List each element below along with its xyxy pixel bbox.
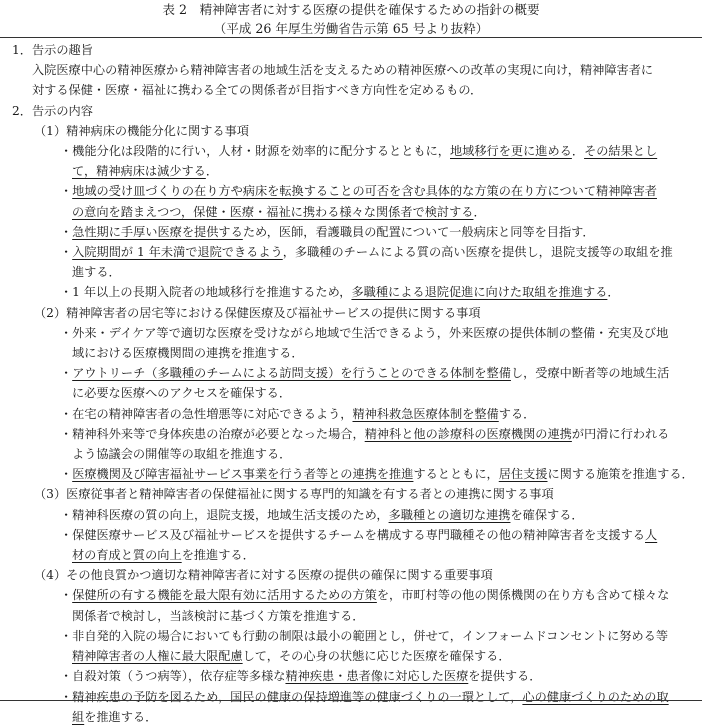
sub1-bullet-2-line-1 <box>0 181 702 201</box>
sub2-bullet-1-line-1: ・外来・デイケア等で適切な医療を受けながら地域で生活できるよう，外来医療の提供体制の整備・充実及び地 <box>60 325 669 340</box>
subsection-2-heading: （2）精神障害者の居宅等における保健医療及び福祉サービスの提供に関する事項 <box>34 305 481 320</box>
sub4-bullet-3 <box>0 666 702 686</box>
sub2-bullet-4-line-2: よう協議会の開催等の取組を推進する． <box>72 447 292 462</box>
sub4-bullet-2-line-1: ・非自発的入院の場合においても行動の制限は最小の範囲とし，併せて，インフォームドコンセントに努める等 <box>60 628 669 643</box>
text-run: に関する施策を推進する． <box>547 467 694 482</box>
sub3-bullet-1 <box>0 505 702 525</box>
sub2-bullet-4-line-1 <box>0 424 702 444</box>
sub3-bullet-2-line-1 <box>0 525 702 545</box>
text-run: ． <box>571 144 585 159</box>
underlined-text: 入院期間が 1 年未満で退院できるよう <box>72 245 283 260</box>
text-run: ・在宅の精神障害者の急性増悪等に対応できるよう， <box>60 406 353 421</box>
sub1-bullet-3 <box>0 222 702 242</box>
sub4-bullet-1-line-2: 関係者で検討し，当該検討に基づく方策を推進する． <box>72 608 365 623</box>
text-run: ・精神科外来等で身体疾患の治療が必要となった場合， <box>60 426 365 441</box>
text-run: を推進する． <box>181 548 255 563</box>
sub2-bullet-5 <box>0 464 702 484</box>
text-run: ． <box>205 164 219 179</box>
text-run: を確保する． <box>510 507 584 522</box>
subsection-1-heading: （1）精神病床の機能分化に関する事項 <box>34 123 249 138</box>
sub2-bullet-2-line-1 <box>0 363 702 383</box>
sub1-bullet-4-line-1 <box>0 242 702 262</box>
underlined-text: 精神科と他の診療科の医療機関の連携 <box>364 426 572 441</box>
underlined-text: 精神疾患・患者像に対応した医療 <box>285 669 469 684</box>
sub1-bullet-2-line-2 <box>0 202 702 222</box>
text-run: ため，医師，看護職員の配置について一般病床と同等を目指す． <box>242 224 595 239</box>
text-run: ・1 年以上の長期入院者の地域移行を推進するため， <box>60 285 352 300</box>
text-run: ・精神科医療の質の向上，退院支援，地域生活支援のため， <box>60 507 389 522</box>
section-1-text-line-1: 入院医療中心の精神医療から精神障害者の地域生活を支えるための精神医療への改革の実現に向け，精神障害者に <box>32 63 654 78</box>
top-rule <box>0 37 702 38</box>
text-run: ・機能分化は段階的に行い，人材・財源を効率的に配分するとともに， <box>60 144 450 159</box>
sub1-bullet-4-line-2: 進する． <box>72 265 121 280</box>
underlined-text: 医療機関及び障害福祉サービス事業を行う者等との連携を推進 <box>72 467 414 482</box>
underlined-text: の意向を踏まえつつ，保健・医療・福祉に携わる様々な関係者で検討する <box>72 204 474 219</box>
underlined-text: その結果とし <box>584 144 658 159</box>
sub4-bullet-1-line-1 <box>0 585 702 605</box>
text-run: ・ <box>60 366 73 381</box>
sub3-bullet-2-line-2 <box>0 545 702 565</box>
underlined-text: 精神障害者の人権に最大限配慮 <box>72 649 243 664</box>
sub1-bullet-1-line-2 <box>0 161 702 181</box>
text-run: が円滑に行われる <box>571 426 670 441</box>
text-run: し，受療中断者等の地域生活 <box>510 366 670 381</box>
sub2-bullet-1-line-2: 域における医療機関間の連携を推進する． <box>72 346 304 361</box>
underlined-text: 急性期に手厚い医療を提供する <box>72 224 243 239</box>
underlined-text: て，精神病床は減少する <box>72 164 206 179</box>
underlined-text: 心の健康づくりのための取 <box>522 689 669 704</box>
text-run: する． <box>498 406 536 421</box>
underlined-text: 多職種による退院促進に向けた取組を推進する <box>351 285 608 300</box>
table-title: 表 2 精神障害者に対する医療の提供を確保するための指針の概要 <box>162 2 540 17</box>
underlined-text: 地域移行を更に進める <box>450 144 572 159</box>
text-run: ・保健医療サービス及び福祉サービスを提供するチームを構成する専門職種その他の精神障害者を支援する <box>60 527 645 542</box>
sub1-bullet-1-line-1 <box>0 141 702 161</box>
sub1-bullet-5 <box>0 282 702 302</box>
text-run: を推進する． <box>84 709 158 724</box>
text-run: ． <box>473 204 486 219</box>
sub2-bullet-3 <box>0 404 702 424</box>
underlined-text: アウトリーチ（多職種のチームによる訪問支援）を行うことのできる体制を整備 <box>72 366 511 381</box>
underlined-text: 材の育成と質の向上 <box>72 548 182 563</box>
text-run: ・ <box>60 245 73 260</box>
subsection-4-heading: （4）その他良質かつ適切な精神障害者に対する医療の提供の確保に関する重要事項 <box>34 568 493 583</box>
section-1-heading: 1．告示の趣旨 <box>12 43 93 57</box>
table-body <box>0 40 702 727</box>
sub4-bullet-4-line-1 <box>0 687 702 707</box>
text-run: ・ <box>60 224 73 239</box>
underlined-text: 組 <box>72 709 85 724</box>
underlined-text: 保健所の有する機能を最大限有効に活用するための方策 <box>72 588 377 603</box>
table-subtitle: （平成 26 年厚生労働省告示第 65 号より抜粋） <box>213 21 489 36</box>
text-run: ・ <box>60 467 73 482</box>
underlined-text: 居住支援 <box>498 467 548 482</box>
text-run: ・ <box>60 588 73 603</box>
section-2-heading: 2．告示の内容 <box>12 103 93 118</box>
text-run: を提供する． <box>468 669 542 684</box>
section-1-text-line-2: 対する保健・医療・福祉に携わる全ての関係者が目指すべき方向性を定めるもの． <box>32 83 483 98</box>
text-run: ・ <box>60 184 73 199</box>
text-run: して，その心身の状態に応じた医療を確保する． <box>242 649 511 664</box>
bottom-rule <box>0 700 702 701</box>
underlined-text: 地域の受け皿づくりの在り方や病床を転換することの可否を含む具体的な方策の在り方について精神障害者 <box>72 184 657 199</box>
text-run: を，市町村等の他の関係機関の在り方も含めて様々な <box>376 588 670 603</box>
underlined-text: 多職種との適切な連携 <box>388 507 511 522</box>
text-run: ． <box>607 285 620 300</box>
text-run: ・精神疾患の予防を図るため，国民の健康の保持増進等の健康づくりの一環として， <box>60 689 523 704</box>
text-run: ・自殺対策（うつ病等），依存症等多様な <box>60 669 286 684</box>
text-run: ，多職種のチームによる質の高い医療を提供し，退院支援等の取組を推 <box>282 245 673 260</box>
underlined-text: 精神科救急医療体制を整備 <box>352 406 499 421</box>
sub4-bullet-4-line-2 <box>0 707 702 727</box>
sub2-bullet-2-line-2: に必要な医療へのアクセスを確保する． <box>72 386 292 401</box>
sub4-bullet-2-line-2 <box>0 646 702 666</box>
subsection-3-heading: （3）医療従事者と精神障害者の保健福祉に関する専門的知識を有する者との連携に関する事項 <box>34 487 554 502</box>
underlined-text: 人 <box>645 527 658 542</box>
text-run: するとともに， <box>413 467 499 482</box>
